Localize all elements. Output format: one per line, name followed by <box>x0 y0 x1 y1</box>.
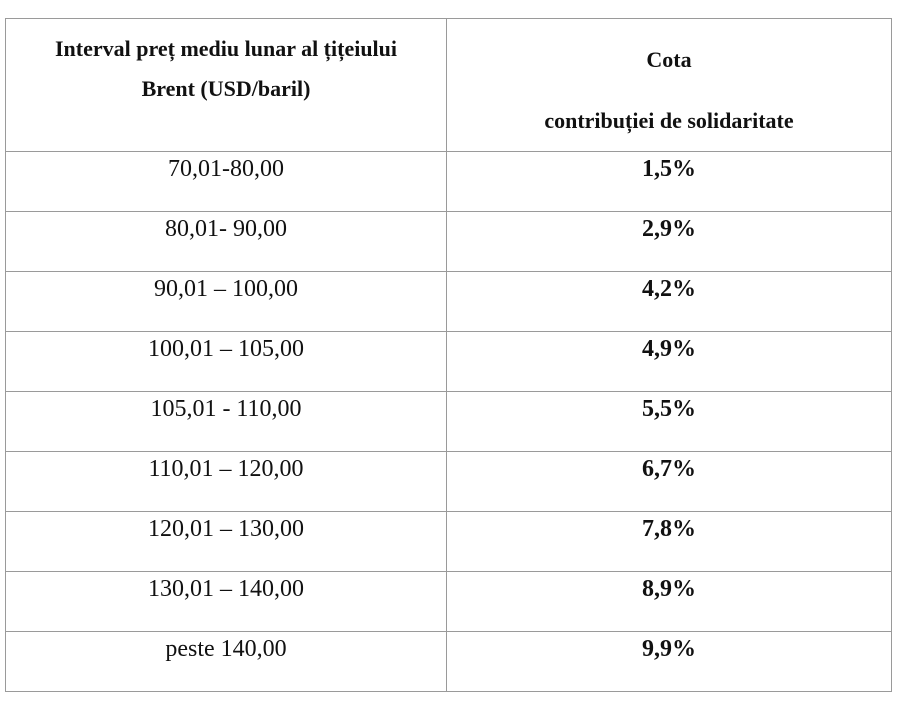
table-row <box>6 392 892 452</box>
header-contribution-rate-line2: contribuției de solidaritate <box>544 108 794 133</box>
header-contribution-rate-line1: Cota <box>646 47 692 72</box>
header-contribution-rate <box>447 19 892 152</box>
interval-cell: 120,01 – 130,00 <box>6 512 447 572</box>
table-row <box>6 452 892 512</box>
rate-cell: 6,7% <box>447 452 892 512</box>
interval-cell: 110,01 – 120,00 <box>6 452 447 512</box>
rate-cell: 7,8% <box>447 512 892 572</box>
rate-cell: 5,5% <box>447 392 892 452</box>
table-row <box>6 632 892 692</box>
table-row <box>6 152 892 212</box>
rate-cell: 4,2% <box>447 272 892 332</box>
interval-cell: 100,01 – 105,00 <box>6 332 447 392</box>
interval-cell: peste 140,00 <box>6 632 447 692</box>
rate-cell: 9,9% <box>447 632 892 692</box>
header-price-interval <box>6 19 447 152</box>
interval-cell: 105,01 - 110,00 <box>6 392 447 452</box>
rate-cell: 2,9% <box>447 212 892 272</box>
table-row <box>6 272 892 332</box>
interval-cell: 90,01 – 100,00 <box>6 272 447 332</box>
interval-cell: 70,01-80,00 <box>6 152 447 212</box>
table-row <box>6 512 892 572</box>
interval-cell: 130,01 – 140,00 <box>6 572 447 632</box>
table-header-row <box>6 19 892 152</box>
table-row <box>6 572 892 632</box>
table-row <box>6 212 892 272</box>
solidarity-contribution-table <box>5 18 892 692</box>
header-price-interval-line2: Brent (USD/baril) <box>141 76 311 101</box>
interval-cell: 80,01- 90,00 <box>6 212 447 272</box>
table-row <box>6 332 892 392</box>
rate-cell: 4,9% <box>447 332 892 392</box>
header-price-interval-line1: Interval preț mediu lunar al țițeiului <box>54 36 398 61</box>
rate-cell: 1,5% <box>447 152 892 212</box>
rate-cell: 8,9% <box>447 572 892 632</box>
